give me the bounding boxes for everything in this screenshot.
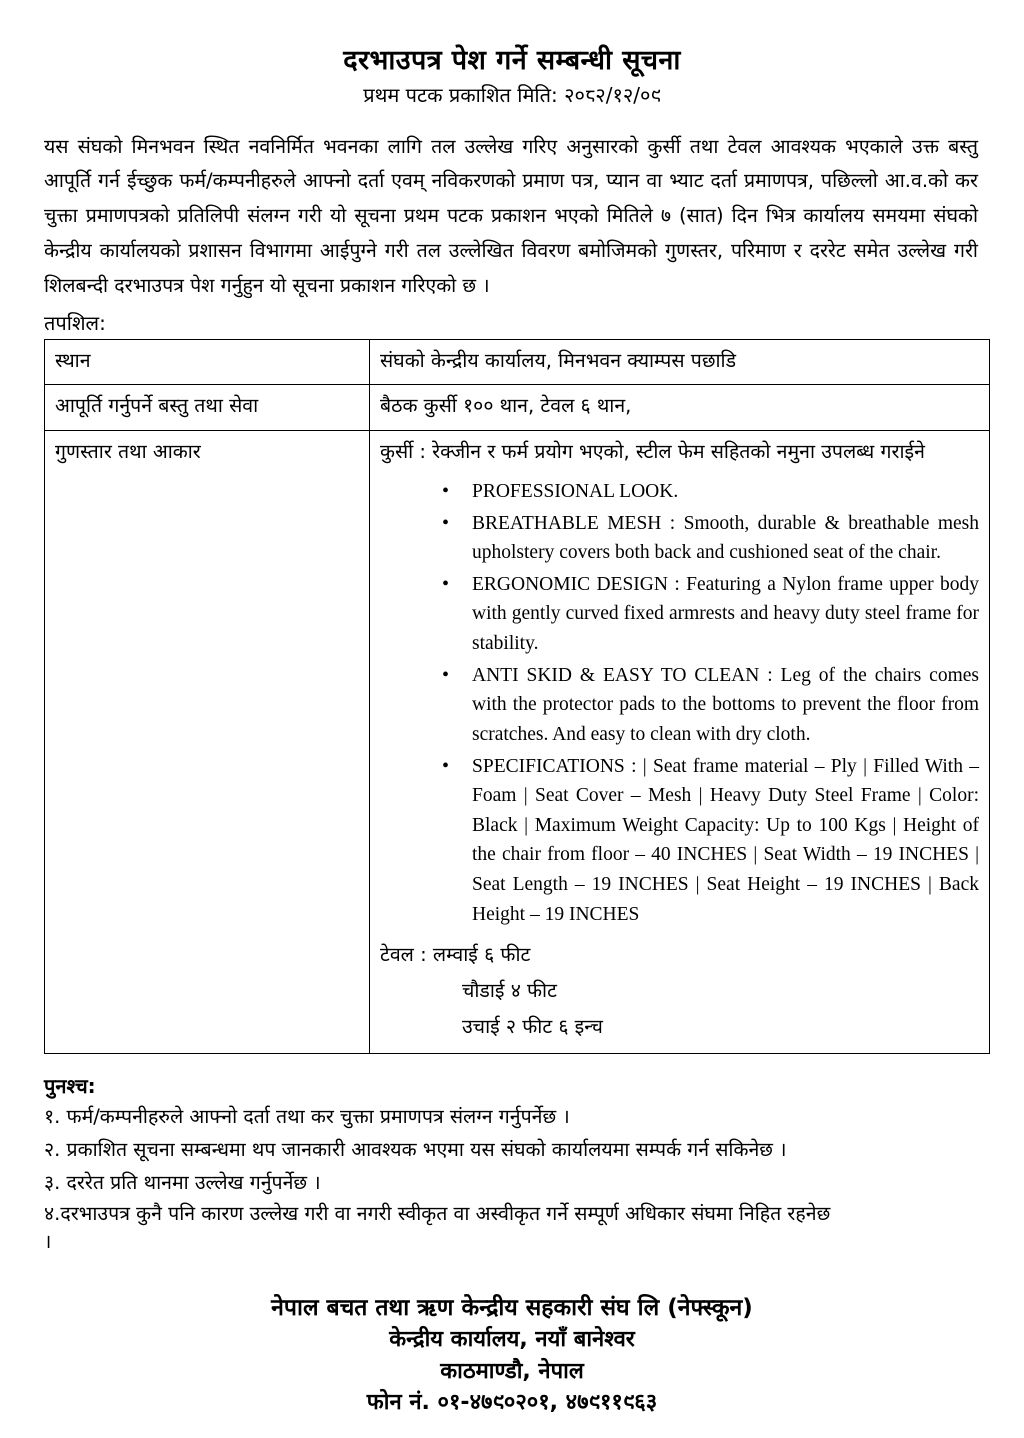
chair-intro-text: कुर्सी : रेक्जीन र फर्म प्रयोग भएको, स्टील फेम सहितको नमुना उपलब्ध गराईने: [380, 439, 925, 463]
notes-title: पुनश्च:: [44, 1074, 96, 1099]
list-item: • BREATHABLE MESH : Smooth, durable & breathable mesh upholstery covers both back and cushioned seat of the chair.: [442, 509, 979, 568]
furniture-width-line: चौडाई ४ फीट: [462, 979, 557, 1003]
furniture-length-line: टेवल : लम्वाई ६ फीट: [380, 943, 531, 967]
footer-city: काठमाण्डौ, नेपाल: [440, 1358, 584, 1384]
table-cell-goods-value: बैठक कुर्सी १०० थान, टेवल ६ थान,: [370, 385, 990, 430]
list-item: २. प्रकाशित सूचना सम्बन्धमा थप जानकारी आवश्यक भएमा यस संघको कार्यालयमा सम्पर्क गर्न सकिनेछ ।: [44, 1138, 787, 1162]
publication-date: प्रथम पटक प्रकाशित मिति: २०८२/१२/०९: [363, 82, 661, 107]
table-cell-quality-key: गुणस्तार तथा आकार: [45, 430, 370, 1054]
list-item: • ANTI SKID & EASY TO CLEAN : Leg of the chairs comes with the protector pads to the bottoms to prevent the floor from scratches. And easy to clean with dry cloth.: [442, 661, 979, 750]
trailing-danda: ।: [44, 1230, 52, 1254]
document-footer: [38, 1292, 986, 1418]
list-item: १. फर्म/कम्पनीहरुले आफ्नो दर्ता तथा कर चुक्ता प्रमाणपत्र संलग्न गर्नुपर्नेछ ।: [44, 1105, 570, 1129]
footer-organization-name: नेपाल बचत तथा ऋण केन्द्रीय सहकारी संघ लि (नेफ्स्कून): [271, 1294, 753, 1321]
table-row: [45, 430, 990, 1054]
table-cell-location-value: संघको केन्द्रीय कार्यालय, मिनभवन क्याम्पस पछाडि: [370, 340, 990, 385]
list-item: • ERGONOMIC DESIGN : Featuring a Nylon frame upper body with gently curved fixed armrests and heavy duty steel frame for stability.: [442, 570, 979, 659]
list-item: • PROFESSIONAL LOOK.: [442, 477, 979, 507]
list-item: ४.दरभाउपत्र कुनै पनि कारण उल्लेख गरी वा नगरी स्वीकृत वा अस्वीकृत गर्ने सम्पूर्ण अधिकार संघमा निहित रहनेछ: [44, 1202, 831, 1226]
table-cell-quality-value: [370, 430, 990, 1054]
notice-body-paragraph: यस संघको मिनभवन स्थित नवनिर्मित भवनका लागि तल उल्लेख गरिए अनुसारको कुर्सी तथा टेवल आवश्यक भएकाले उक्त बस्तु आपूर्ति गर्न ईच्छुक फर्म/कम्पनीहरुले आफ्नो दर्ता एवम् नविकरणको प्रमाण पत्र, प्यान वा भ्याट दर्ता प्रमाणपत्र, पछिल्लो आ.व.को कर चुक्ता प्रमाणपत्रको प्रतिलिपी संलग्न गरी यो सूचना प्रथम पटक प्रकाशन भएको मितिले ७ (सात) दिन भित्र कार्यालय समयमा संघको केन्द्रीय कार्यालयको प्रशासन विभागमा आईपुग्ने गरी तल उल्लेखित विवरण बमोजिमको गुणस्तर, परिमाण र दररेट समेत उल्लेख गरी शिलबन्दी दरभाउपत्र पेश गर्नुहुन यो सूचना प्रकाशन गरिएको छ ।: [44, 134, 978, 297]
details-label: तपशिल:: [44, 311, 106, 336]
footer-office-address: केन्द्रीय कार्यालय, नयाँ बानेश्वर: [389, 1327, 635, 1353]
table-row: [45, 385, 990, 430]
details-table: [44, 339, 990, 1054]
list-item: ३. दररेत प्रति थानमा उल्लेख गर्नुपर्नेछ ।: [44, 1170, 321, 1194]
postscript-notes: [44, 1072, 986, 1255]
page-title: दरभाउपत्र पेश गर्ने सम्बन्धी सूचना: [343, 45, 681, 76]
chair-specification-list: [380, 477, 979, 929]
table-cell-goods-key: आपूर्ति गर्नुपर्ने बस्तु तथा सेवा: [45, 385, 370, 430]
table-cell-location-key: स्थान: [45, 340, 370, 385]
table-row: [45, 340, 990, 385]
notes-list: [44, 1101, 986, 1228]
list-item: • SPECIFICATIONS : | Seat frame material – Ply | Filled With – Foam | Seat Cover – Mesh | Heavy Duty Steel Frame | Color: Black | Maximum Weight Capacity: Up to 100 Kgs | Height of the chair from floor – 40 INCHES | Seat Width – 19 INCHES | Seat Length – 19 INCHES | Seat Height – 19 INCHES | Back Height – 19 INCHES: [442, 752, 979, 930]
footer-phone: फोन नं. ०१-४७९०२०१, ४७९११९६३: [366, 1389, 658, 1415]
table-furniture-dimensions: [380, 937, 979, 1045]
furniture-height-line: उचाई २ फीट ६ इन्च: [462, 1015, 603, 1039]
